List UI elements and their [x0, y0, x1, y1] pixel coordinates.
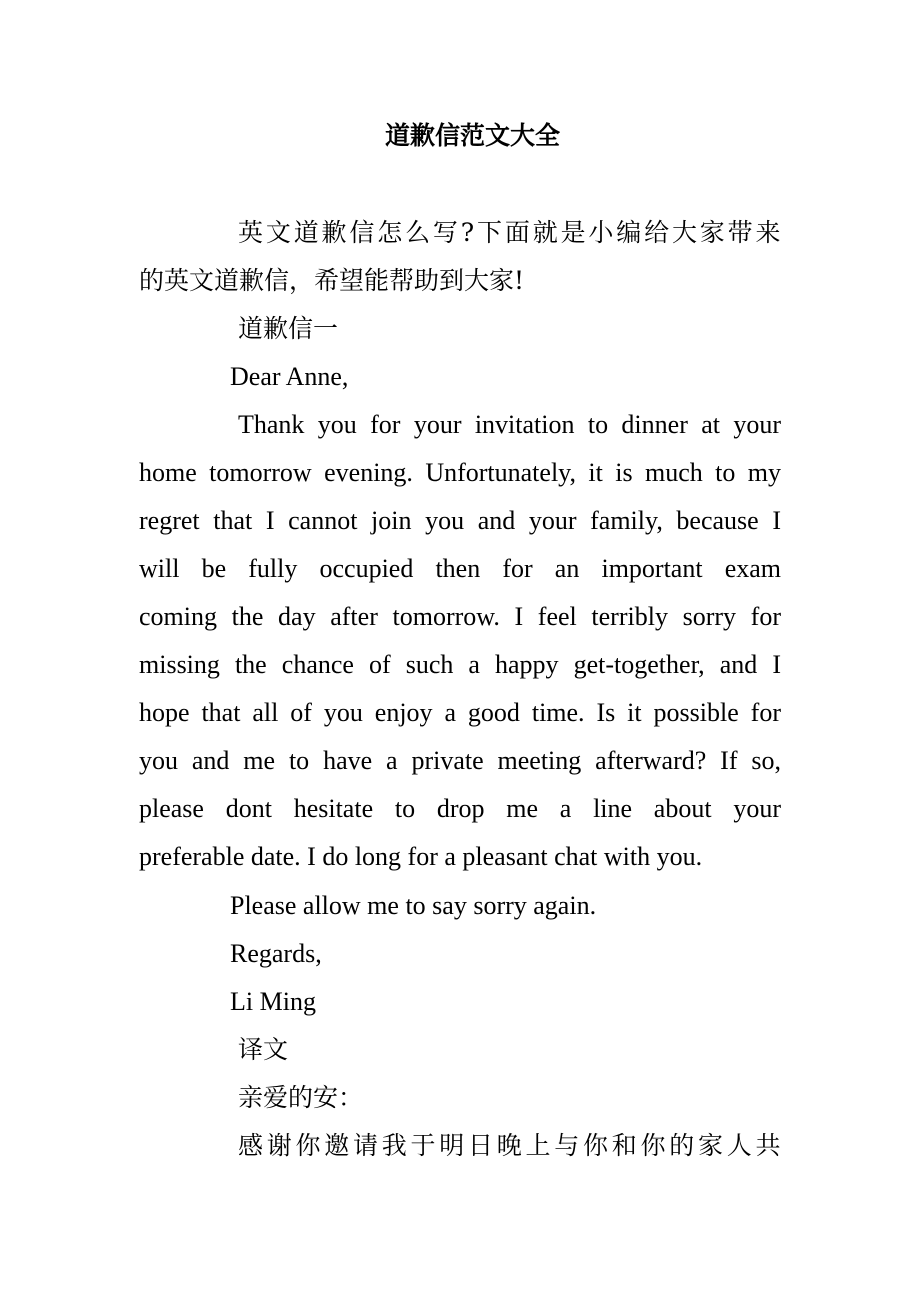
- translation-salutation: 亲爱的安：: [238, 1083, 364, 1112]
- salutation: Dear Anne,: [230, 362, 349, 391]
- signature: Li Ming: [230, 987, 316, 1016]
- body-line-1: Thank you for your invitation to dinner at your: [238, 410, 781, 439]
- body-line-7: hope that all of you enjoy a good time. Is it possible for: [139, 698, 781, 727]
- body-line-5: coming the day after tomorrow. I feel terribly sorry for: [139, 602, 781, 631]
- body-line-4: will be fully occupied then for an important exam: [139, 554, 781, 583]
- body-line-8: you and me to have a private meeting afterward? If so,: [139, 746, 781, 775]
- regards: Regards,: [230, 939, 322, 968]
- intro-line-2: 的英文道歉信，希望能帮助到大家!: [139, 266, 525, 295]
- page-title: 道歉信范文大全: [384, 121, 560, 150]
- section-heading: 道歉信一: [238, 314, 339, 343]
- body-line-6: missing the chance of such a happy get-together, and I: [139, 650, 781, 679]
- body-line-2: home tomorrow evening. Unfortunately, it is much to my: [139, 458, 781, 487]
- closing-line: Please allow me to say sorry again.: [230, 891, 597, 920]
- intro-line-1: 英文道歉信怎么写?下面就是小编给大家带来: [238, 218, 781, 247]
- body-line-3: regret that I cannot join you and your family, because I: [139, 506, 781, 535]
- body-line-10: preferable date. I do long for a pleasant chat with you.: [139, 842, 703, 871]
- body-line-9: please dont hesitate to drop me a line about your: [139, 794, 781, 823]
- translation-line-1: 感谢你邀请我于明日晚上与你和你的家人共: [238, 1131, 781, 1160]
- translation-heading: 译文: [238, 1035, 289, 1064]
